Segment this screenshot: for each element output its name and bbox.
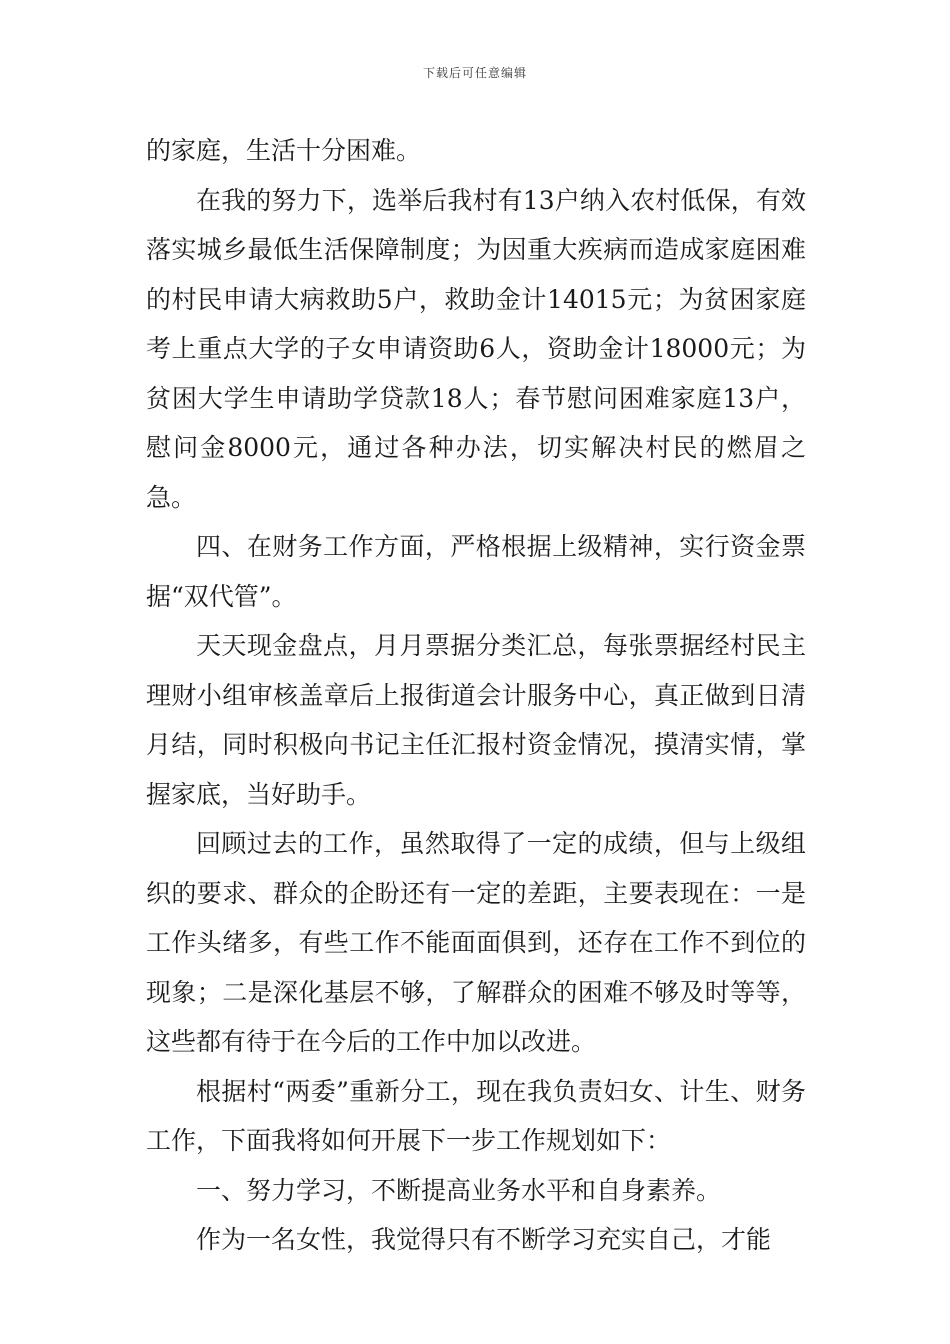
paragraph: 一、努力学习，不断提高业务水平和自身素养。 [196,1175,722,1205]
paragraph: 的家庭，生活十分困难。 [146,136,422,165]
page-header: 下载后可任意编辑 [422,66,527,80]
paragraph: 在我的努力下，选举后我村有13户纳入农村低保，有效落实城乡最低生活保障制度；为因重大疾病而造成家庭困难的村民申请大病救助5户，救助金计14015元；为贫困家庭考上重点大学的子女申请资助6人，资助金计18000元；为贫困大学生申请助学贷款18人；春节慰问困难家庭13户，慰问金8000元，通过各种办法，切实解决村民的燃眉之急。 [146,185,806,512]
paragraph: 四、在财务工作方面，严格根据上级精神，实行资金票据“双代管”。 [146,532,806,611]
paragraph: 根据村“两委”重新分工，现在我负责妇女、计生、财务工作，下面我将如何开展下一步工作规划如下： [146,1076,806,1155]
paragraph: 回顾过去的工作，虽然取得了一定的成绩，但与上级组织的要求、群众的企盼还有一定的差距，主要表现在：一是工作头绪多，有些工作不能面面俱到，还存在工作不到位的现象；二是深化基层不够，了解群众的困难不够及时等等，这些都有待于在今后的工作中加以改进。 [146,829,806,1056]
paragraph: 天天现金盘点，月月票据分类汇总，每张票据经村民主理财小组审核盖章后上报街道会计服务中心，真正做到日清月结，同时积极向书记主任汇报村资金情况，摸清实情，掌握家底，当好助手。 [146,631,806,809]
document-body [146,126,806,1265]
paragraph: 作为一名女性，我觉得只有不断学习充实自己，才能 [196,1225,772,1254]
